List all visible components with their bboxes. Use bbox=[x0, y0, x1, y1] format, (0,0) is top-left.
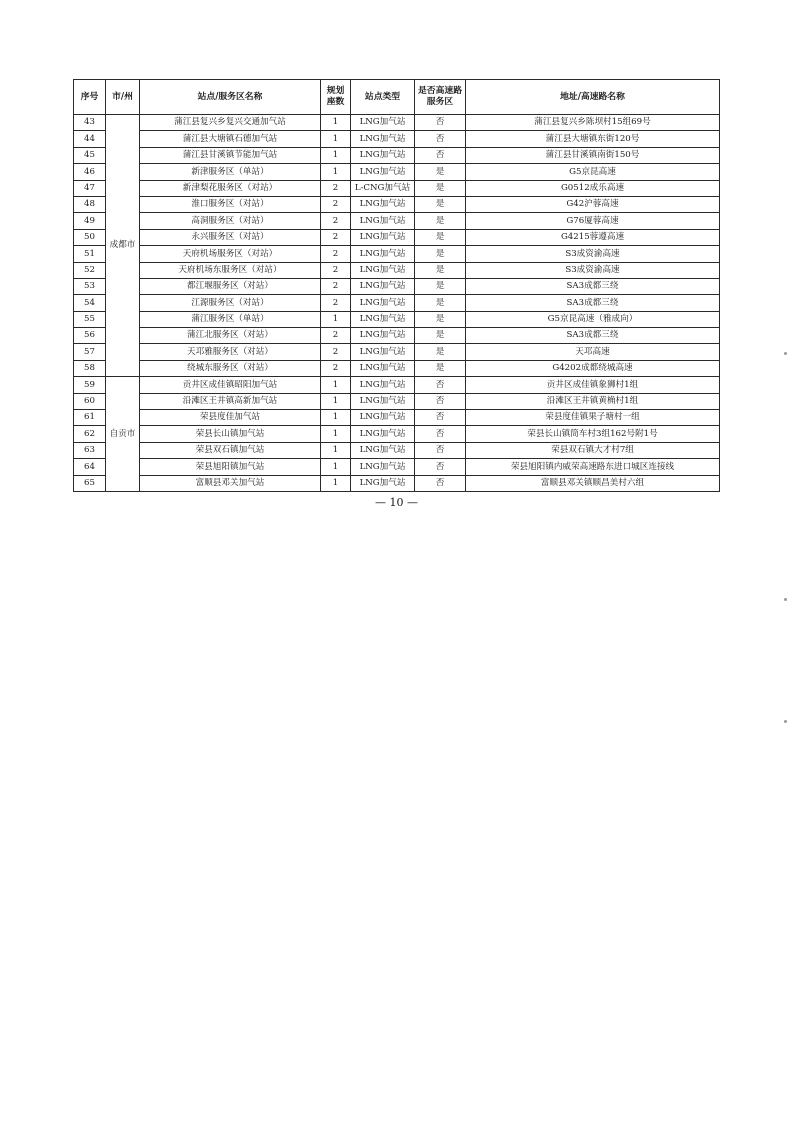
is-highway-service: 否 bbox=[415, 393, 466, 409]
header-highway: 是否高速路服务区 bbox=[415, 80, 466, 115]
station-type: LNG加气站 bbox=[351, 131, 415, 147]
is-highway-service: 是 bbox=[415, 344, 466, 360]
table-row bbox=[74, 115, 720, 131]
planned-seats: 2 bbox=[321, 278, 351, 294]
planned-seats: 2 bbox=[321, 295, 351, 311]
table-row bbox=[74, 360, 720, 376]
row-number: 44 bbox=[74, 131, 106, 147]
station-name: 荣县度佳加气站 bbox=[140, 410, 321, 426]
is-highway-service: 否 bbox=[415, 115, 466, 131]
table-row bbox=[74, 328, 720, 344]
planned-seats: 1 bbox=[321, 311, 351, 327]
station-address: 贡井区成佳镇象狮村1组 bbox=[466, 377, 720, 393]
table-row bbox=[74, 426, 720, 442]
city-name: 成都市 bbox=[106, 115, 140, 377]
header-no: 序号 bbox=[74, 80, 106, 115]
station-address: 荣县双石镇大才村7组 bbox=[466, 442, 720, 458]
row-number: 64 bbox=[74, 459, 106, 475]
planned-seats: 2 bbox=[321, 328, 351, 344]
station-address: 蒲江县大塘镇东街120号 bbox=[466, 131, 720, 147]
page-number: — 10 — bbox=[375, 496, 418, 509]
header-name: 站点/服务区名称 bbox=[140, 80, 321, 115]
row-number: 47 bbox=[74, 180, 106, 196]
station-type: LNG加气站 bbox=[351, 360, 415, 376]
planned-seats: 2 bbox=[321, 180, 351, 196]
row-number: 54 bbox=[74, 295, 106, 311]
planned-seats: 2 bbox=[321, 262, 351, 278]
station-type: LNG加气站 bbox=[351, 393, 415, 409]
row-number: 58 bbox=[74, 360, 106, 376]
station-address: S3成资渝高速 bbox=[466, 262, 720, 278]
station-address: 沿滩区王井镇黄桷村1组 bbox=[466, 393, 720, 409]
station-type: LNG加气站 bbox=[351, 459, 415, 475]
row-number: 59 bbox=[74, 377, 106, 393]
station-type: LNG加气站 bbox=[351, 246, 415, 262]
planned-seats: 1 bbox=[321, 164, 351, 180]
station-address: 荣县长山镇筒车村3组162号附1号 bbox=[466, 426, 720, 442]
station-address: SA3成都三绕 bbox=[466, 278, 720, 294]
row-number: 46 bbox=[74, 164, 106, 180]
station-type: LNG加气站 bbox=[351, 328, 415, 344]
station-address: G76厦蓉高速 bbox=[466, 213, 720, 229]
station-name: 高洞服务区（对站） bbox=[140, 213, 321, 229]
station-type: LNG加气站 bbox=[351, 278, 415, 294]
planned-seats: 1 bbox=[321, 393, 351, 409]
station-address: 蒲江县复兴乡陈坝村15组69号 bbox=[466, 115, 720, 131]
table-row bbox=[74, 147, 720, 163]
station-type: LNG加气站 bbox=[351, 344, 415, 360]
row-number: 43 bbox=[74, 115, 106, 131]
station-name: 天府机场服务区（对站） bbox=[140, 246, 321, 262]
station-address: G4215蓉遵高速 bbox=[466, 229, 720, 245]
station-address: 荣县旭阳镇内威荣高速路东进口城区连接线 bbox=[466, 459, 720, 475]
station-name: 新津梨花服务区（对站） bbox=[140, 180, 321, 196]
is-highway-service: 是 bbox=[415, 278, 466, 294]
station-address: 富顺县邓关镇顺昌美村六组 bbox=[466, 475, 720, 491]
table-row bbox=[74, 295, 720, 311]
station-type: LNG加气站 bbox=[351, 377, 415, 393]
row-number: 60 bbox=[74, 393, 106, 409]
row-number: 55 bbox=[74, 311, 106, 327]
row-number: 49 bbox=[74, 213, 106, 229]
is-highway-service: 是 bbox=[415, 311, 466, 327]
planned-seats: 1 bbox=[321, 131, 351, 147]
is-highway-service: 否 bbox=[415, 442, 466, 458]
row-number: 51 bbox=[74, 246, 106, 262]
table-row bbox=[74, 393, 720, 409]
table-row bbox=[74, 442, 720, 458]
station-address: G42沪蓉高速 bbox=[466, 196, 720, 212]
station-address: G4202成都绕城高速 bbox=[466, 360, 720, 376]
row-number: 62 bbox=[74, 426, 106, 442]
station-name: 荣县双石镇加气站 bbox=[140, 442, 321, 458]
station-type: LNG加气站 bbox=[351, 311, 415, 327]
planned-seats: 1 bbox=[321, 147, 351, 163]
station-address: 荣县度佳镇果子塘村一组 bbox=[466, 410, 720, 426]
is-highway-service: 是 bbox=[415, 196, 466, 212]
table-row bbox=[74, 278, 720, 294]
station-address: G5京昆高速（雅成向） bbox=[466, 311, 720, 327]
row-number: 52 bbox=[74, 262, 106, 278]
table-row bbox=[74, 164, 720, 180]
table-row bbox=[74, 196, 720, 212]
is-highway-service: 否 bbox=[415, 147, 466, 163]
is-highway-service: 是 bbox=[415, 262, 466, 278]
table-row bbox=[74, 229, 720, 245]
is-highway-service: 是 bbox=[415, 229, 466, 245]
station-type: LNG加气站 bbox=[351, 164, 415, 180]
station-name: 江源服务区（对站） bbox=[140, 295, 321, 311]
station-type: LNG加气站 bbox=[351, 115, 415, 131]
station-table bbox=[73, 79, 720, 492]
station-address: SA3成都三绕 bbox=[466, 295, 720, 311]
table-row bbox=[74, 410, 720, 426]
scan-speck bbox=[784, 598, 787, 601]
row-number: 63 bbox=[74, 442, 106, 458]
station-address: G5京昆高速 bbox=[466, 164, 720, 180]
station-type: LNG加气站 bbox=[351, 426, 415, 442]
is-highway-service: 否 bbox=[415, 459, 466, 475]
row-number: 56 bbox=[74, 328, 106, 344]
table-row bbox=[74, 459, 720, 475]
city-name: 自贡市 bbox=[106, 377, 140, 492]
is-highway-service: 否 bbox=[415, 377, 466, 393]
header-address: 地址/高速路名称 bbox=[466, 80, 720, 115]
is-highway-service: 否 bbox=[415, 410, 466, 426]
is-highway-service: 是 bbox=[415, 164, 466, 180]
station-type: LNG加气站 bbox=[351, 262, 415, 278]
planned-seats: 1 bbox=[321, 459, 351, 475]
planned-seats: 1 bbox=[321, 115, 351, 131]
station-name: 绕城东服务区（对站） bbox=[140, 360, 321, 376]
row-number: 61 bbox=[74, 410, 106, 426]
table-row bbox=[74, 262, 720, 278]
station-name: 天邛雅服务区（对站） bbox=[140, 344, 321, 360]
table-row bbox=[74, 475, 720, 491]
planned-seats: 2 bbox=[321, 213, 351, 229]
row-number: 57 bbox=[74, 344, 106, 360]
table-row bbox=[74, 131, 720, 147]
station-name: 蒲江服务区（单站） bbox=[140, 311, 321, 327]
station-address: S3成资渝高速 bbox=[466, 246, 720, 262]
station-type: LNG加气站 bbox=[351, 229, 415, 245]
table-header bbox=[74, 80, 720, 115]
row-number: 50 bbox=[74, 229, 106, 245]
station-name: 蒲江县复兴乡复兴交通加气站 bbox=[140, 115, 321, 131]
table-row bbox=[74, 180, 720, 196]
station-name: 新津服务区（单站） bbox=[140, 164, 321, 180]
planned-seats: 1 bbox=[321, 410, 351, 426]
is-highway-service: 否 bbox=[415, 426, 466, 442]
is-highway-service: 否 bbox=[415, 131, 466, 147]
station-name: 荣县长山镇加气站 bbox=[140, 426, 321, 442]
station-name: 都江堰服务区（对站） bbox=[140, 278, 321, 294]
station-address: G0512成乐高速 bbox=[466, 180, 720, 196]
station-type: LNG加气站 bbox=[351, 196, 415, 212]
station-type: LNG加气站 bbox=[351, 442, 415, 458]
table-body bbox=[74, 115, 720, 492]
planned-seats: 1 bbox=[321, 426, 351, 442]
is-highway-service: 是 bbox=[415, 328, 466, 344]
station-name: 贡井区成佳镇昭阳加气站 bbox=[140, 377, 321, 393]
table-row bbox=[74, 311, 720, 327]
station-type: LNG加气站 bbox=[351, 147, 415, 163]
station-name: 蒲江北服务区（对站） bbox=[140, 328, 321, 344]
station-name: 淮口服务区（对站） bbox=[140, 196, 321, 212]
is-highway-service: 是 bbox=[415, 213, 466, 229]
planned-seats: 2 bbox=[321, 246, 351, 262]
table-row bbox=[74, 344, 720, 360]
scan-speck bbox=[784, 720, 787, 723]
table-row bbox=[74, 213, 720, 229]
header-seats: 规划座数 bbox=[321, 80, 351, 115]
header-city: 市/州 bbox=[106, 80, 140, 115]
is-highway-service: 是 bbox=[415, 295, 466, 311]
is-highway-service: 是 bbox=[415, 180, 466, 196]
planned-seats: 1 bbox=[321, 442, 351, 458]
row-number: 45 bbox=[74, 147, 106, 163]
scan-speck bbox=[784, 352, 787, 355]
planned-seats: 2 bbox=[321, 344, 351, 360]
planned-seats: 1 bbox=[321, 377, 351, 393]
station-name: 蒲江县甘溪镇节能加气站 bbox=[140, 147, 321, 163]
station-type: LNG加气站 bbox=[351, 213, 415, 229]
station-name: 天府机场东服务区（对站） bbox=[140, 262, 321, 278]
planned-seats: 2 bbox=[321, 196, 351, 212]
table-row bbox=[74, 377, 720, 393]
station-address: 天邛高速 bbox=[466, 344, 720, 360]
row-number: 48 bbox=[74, 196, 106, 212]
is-highway-service: 否 bbox=[415, 475, 466, 491]
row-number: 53 bbox=[74, 278, 106, 294]
planned-seats: 1 bbox=[321, 475, 351, 491]
row-number: 65 bbox=[74, 475, 106, 491]
station-type: L-CNG加气站 bbox=[351, 180, 415, 196]
station-address: 蒲江县甘溪镇南街150号 bbox=[466, 147, 720, 163]
header-type: 站点类型 bbox=[351, 80, 415, 115]
planned-seats: 2 bbox=[321, 229, 351, 245]
station-name: 蒲江县大塘镇石德加气站 bbox=[140, 131, 321, 147]
station-name: 荣县旭阳镇加气站 bbox=[140, 459, 321, 475]
is-highway-service: 是 bbox=[415, 246, 466, 262]
station-type: LNG加气站 bbox=[351, 475, 415, 491]
station-type: LNG加气站 bbox=[351, 295, 415, 311]
station-name: 永兴服务区（对站） bbox=[140, 229, 321, 245]
station-name: 富顺县邓关加气站 bbox=[140, 475, 321, 491]
table-row bbox=[74, 246, 720, 262]
station-type: LNG加气站 bbox=[351, 410, 415, 426]
planned-seats: 2 bbox=[321, 360, 351, 376]
is-highway-service: 是 bbox=[415, 360, 466, 376]
station-address: SA3成都三绕 bbox=[466, 328, 720, 344]
station-name: 沿滩区王井镇高新加气站 bbox=[140, 393, 321, 409]
